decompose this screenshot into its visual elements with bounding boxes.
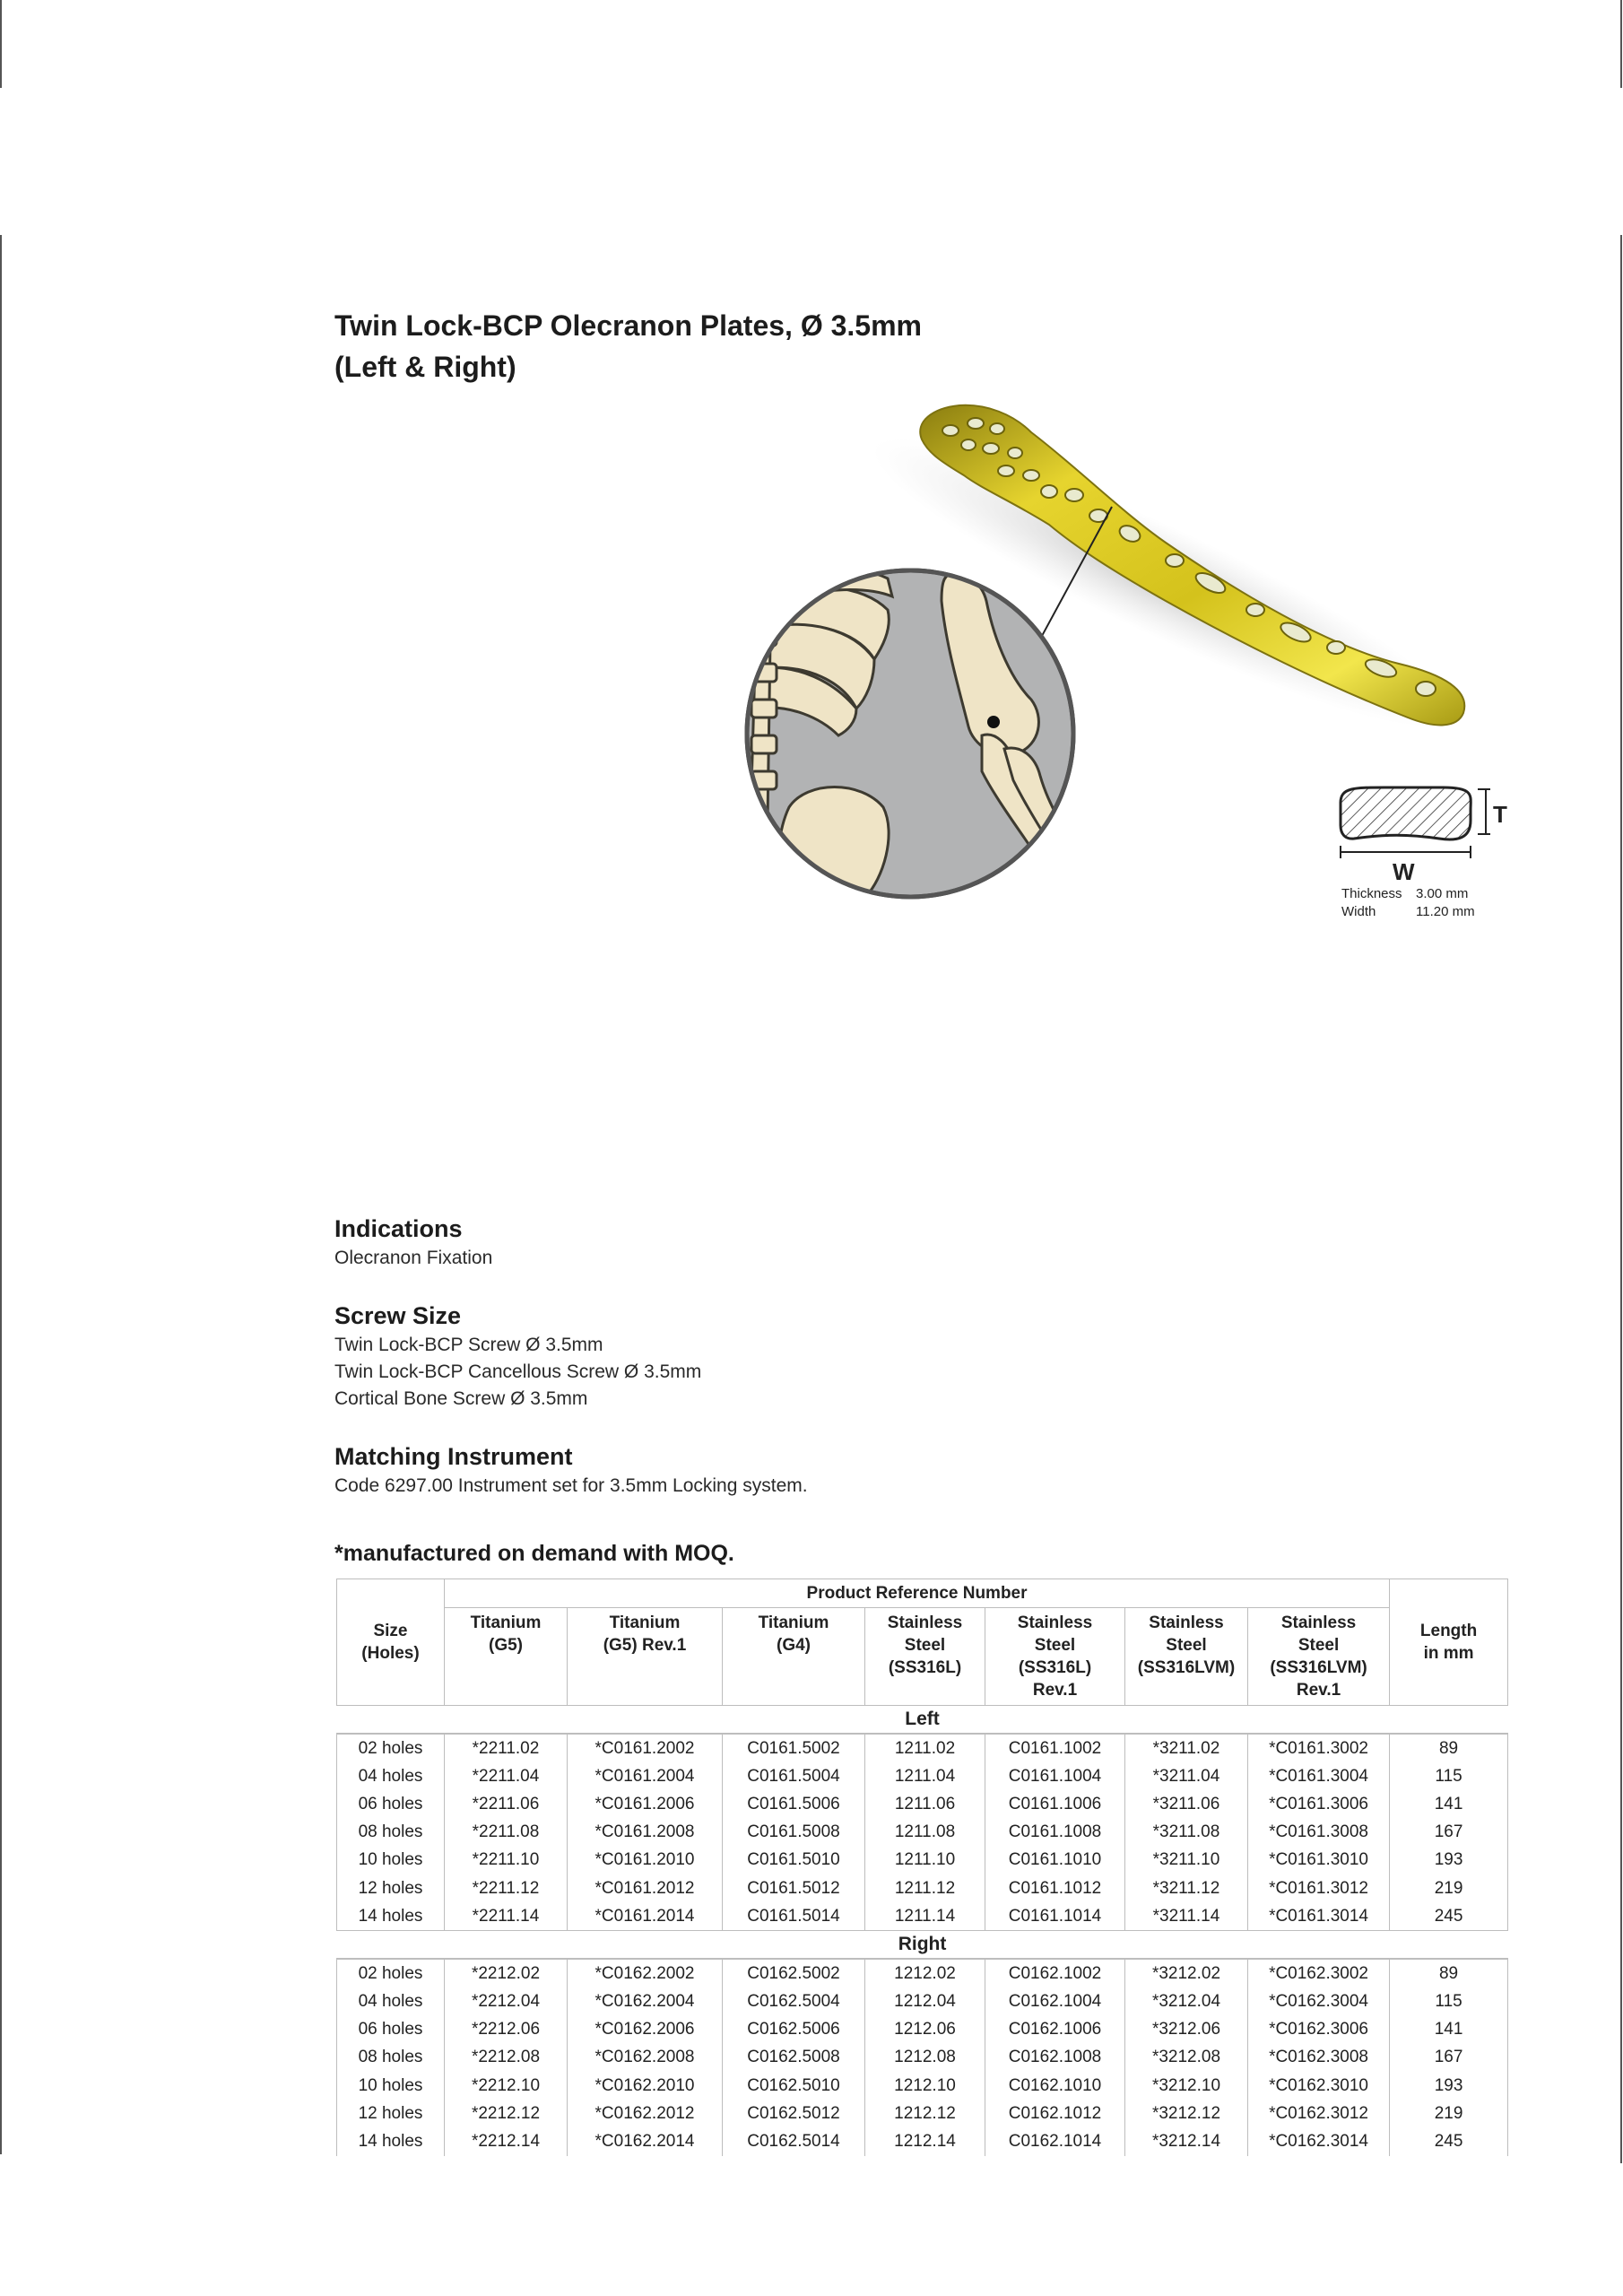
table-cell: *C0161.2002 bbox=[568, 1734, 723, 1762]
table-cell: *3211.12 bbox=[1125, 1874, 1248, 1902]
table-cell: 1211.04 bbox=[865, 1762, 985, 1790]
table-cell: *C0161.2004 bbox=[568, 1762, 723, 1790]
table-cell: C0161.5012 bbox=[723, 1874, 865, 1902]
table-row bbox=[337, 2044, 1508, 2072]
table-cell: 1212.08 bbox=[865, 2044, 985, 2072]
table-cell: C0161.5010 bbox=[723, 1847, 865, 1874]
table-cell: 1211.06 bbox=[865, 1790, 985, 1818]
table-cell: 08 holes bbox=[337, 1819, 445, 1847]
table-cell: 04 holes bbox=[337, 1988, 445, 2016]
table-cell: 141 bbox=[1390, 2016, 1508, 2044]
table-cell: *C0162.2002 bbox=[568, 1959, 723, 1987]
table-row bbox=[337, 1874, 1508, 1902]
table-cell: 1211.12 bbox=[865, 1874, 985, 1902]
table-cell: 245 bbox=[1390, 2127, 1508, 2155]
table-cell: *C0162.3004 bbox=[1248, 1988, 1390, 2016]
table-cell: *2212.14 bbox=[445, 2127, 568, 2155]
table-cell: C0162.5014 bbox=[723, 2127, 865, 2155]
screw-size-section bbox=[334, 1300, 701, 1413]
table-cell: 89 bbox=[1390, 1959, 1508, 1987]
material-column-header: Stainless Steel (SS316LVM) bbox=[1125, 1608, 1248, 1706]
table-cell: C0161.5002 bbox=[723, 1734, 865, 1762]
table-cell: 167 bbox=[1390, 1819, 1508, 1847]
table-cell: 1211.02 bbox=[865, 1734, 985, 1762]
table-cell: C0162.5004 bbox=[723, 1988, 865, 2016]
table-row bbox=[337, 2127, 1508, 2155]
table-cell: *C0162.2014 bbox=[568, 2127, 723, 2155]
table-cell: *3211.04 bbox=[1125, 1762, 1248, 1790]
table-cell: 14 holes bbox=[337, 1902, 445, 1931]
length-header: Length in mm bbox=[1390, 1579, 1508, 1706]
table-cell: C0161.5006 bbox=[723, 1790, 865, 1818]
page-title-line-2: (Left & Right) bbox=[334, 351, 516, 383]
table-cell: 06 holes bbox=[337, 1790, 445, 1818]
table-cell: *2212.10 bbox=[445, 2072, 568, 2100]
table-row bbox=[337, 1959, 1508, 1987]
table-cell: C0161.5014 bbox=[723, 1902, 865, 1931]
indications-text: Olecranon Fixation bbox=[334, 1248, 493, 1268]
table-cell: C0162.5008 bbox=[723, 2044, 865, 2072]
anatomy-inset bbox=[747, 570, 1085, 897]
product-illustration bbox=[0, 0, 1623, 951]
table-cell: 1212.04 bbox=[865, 1988, 985, 2016]
table-cell: *3212.08 bbox=[1125, 2044, 1248, 2072]
table-cell: 245 bbox=[1390, 1902, 1508, 1931]
table-group-row bbox=[337, 1931, 1508, 1960]
table-cell: *C0161.3008 bbox=[1248, 1819, 1390, 1847]
table-row bbox=[337, 2100, 1508, 2127]
table-cell: C0161.1006 bbox=[985, 1790, 1125, 1818]
table-cell: C0162.5012 bbox=[723, 2100, 865, 2127]
table-cell: 1211.08 bbox=[865, 1819, 985, 1847]
width-label: Width bbox=[1341, 904, 1376, 919]
material-column-header: Titanium (G5) Rev.1 bbox=[568, 1608, 723, 1706]
instrument-text: Code 6297.00 Instrument set for 3.5mm Locking system. bbox=[334, 1475, 808, 1496]
table-cell: *2211.06 bbox=[445, 1790, 568, 1818]
table-cell: *2211.10 bbox=[445, 1847, 568, 1874]
table-cell: 06 holes bbox=[337, 2016, 445, 2044]
table-cell: *2211.08 bbox=[445, 1819, 568, 1847]
table-cell: *C0162.2012 bbox=[568, 2100, 723, 2127]
material-column-header: Stainless Steel (SS316LVM) Rev.1 bbox=[1248, 1608, 1390, 1706]
table-row bbox=[337, 1847, 1508, 1874]
screw-size-heading: Screw Size bbox=[334, 1302, 462, 1329]
table-cell: *3212.04 bbox=[1125, 1988, 1248, 2016]
table-cell: *C0161.2008 bbox=[568, 1819, 723, 1847]
instrument-section bbox=[334, 1440, 808, 1500]
table-cell: 02 holes bbox=[337, 1734, 445, 1762]
table-cell: *2211.14 bbox=[445, 1902, 568, 1931]
table-cell: C0161.5008 bbox=[723, 1819, 865, 1847]
thickness-value: 3.00 mm bbox=[1416, 886, 1469, 901]
table-cell: 219 bbox=[1390, 2100, 1508, 2127]
material-column-header: Stainless Steel (SS316L) Rev.1 bbox=[985, 1608, 1125, 1706]
table-cell: 193 bbox=[1390, 2072, 1508, 2100]
table-cell: *C0162.3014 bbox=[1248, 2127, 1390, 2155]
table-cell: *3212.14 bbox=[1125, 2127, 1248, 2155]
table-cell: 1212.10 bbox=[865, 2072, 985, 2100]
material-column-header: Titanium (G5) bbox=[445, 1608, 568, 1706]
indications-heading: Indications bbox=[334, 1215, 463, 1242]
instrument-heading: Matching Instrument bbox=[334, 1443, 573, 1470]
table-cell: *2211.02 bbox=[445, 1734, 568, 1762]
table-cell: 115 bbox=[1390, 1988, 1508, 2016]
table-row bbox=[337, 1819, 1508, 1847]
material-column-header: Stainless Steel (SS316L) bbox=[865, 1608, 985, 1706]
thickness-label: Thickness bbox=[1341, 886, 1402, 901]
table-cell: *3211.14 bbox=[1125, 1902, 1248, 1931]
table-cell: 89 bbox=[1390, 1734, 1508, 1762]
table-cell: *C0161.2014 bbox=[568, 1902, 723, 1931]
screw-size-item: Twin Lock-BCP Cancellous Screw Ø 3.5mm bbox=[334, 1361, 702, 1382]
table-cell: *C0161.2010 bbox=[568, 1847, 723, 1874]
table-cell: C0162.1004 bbox=[985, 1988, 1125, 2016]
table-row bbox=[337, 2016, 1508, 2044]
table-cell: C0161.1012 bbox=[985, 1874, 1125, 1902]
table-cell: *2212.08 bbox=[445, 2044, 568, 2072]
table-cell: *C0161.3012 bbox=[1248, 1874, 1390, 1902]
table-cell: 10 holes bbox=[337, 1847, 445, 1874]
material-column-header: Titanium (G4) bbox=[723, 1608, 865, 1706]
table-cell: *C0162.2010 bbox=[568, 2072, 723, 2100]
table-cell: C0161.1014 bbox=[985, 1902, 1125, 1931]
table-cell: C0161.1002 bbox=[985, 1734, 1125, 1762]
table-cell: *C0161.2006 bbox=[568, 1790, 723, 1818]
table-cell: C0162.1006 bbox=[985, 2016, 1125, 2044]
table-cell: 193 bbox=[1390, 1847, 1508, 1874]
table-cell: *C0161.3006 bbox=[1248, 1790, 1390, 1818]
table-cell: 08 holes bbox=[337, 2044, 445, 2072]
table-cell: *2211.04 bbox=[445, 1762, 568, 1790]
table-cell: *2212.04 bbox=[445, 1988, 568, 2016]
moq-note: *manufactured on demand with MOQ. bbox=[334, 1541, 734, 1566]
table-cell: *3212.12 bbox=[1125, 2100, 1248, 2127]
page-title-line-1: Twin Lock-BCP Olecranon Plates, Ø 3.5mm bbox=[334, 309, 922, 342]
cross-section-diagram bbox=[1341, 787, 1507, 919]
table-cell: C0162.1008 bbox=[985, 2044, 1125, 2072]
table-cell: 1212.12 bbox=[865, 2100, 985, 2127]
table-cell: 12 holes bbox=[337, 2100, 445, 2127]
table-row bbox=[337, 1988, 1508, 2016]
table-cell: C0161.1008 bbox=[985, 1819, 1125, 1847]
table-cell: *C0162.2006 bbox=[568, 2016, 723, 2044]
width-value: 11.20 mm bbox=[1416, 904, 1475, 919]
size-header: Size (Holes) bbox=[337, 1579, 445, 1706]
table-group-row bbox=[337, 1706, 1508, 1735]
table-cell: C0162.1012 bbox=[985, 2100, 1125, 2127]
thickness-letter: T bbox=[1493, 801, 1507, 828]
table-row bbox=[337, 2072, 1508, 2100]
table-cell: *3212.10 bbox=[1125, 2072, 1248, 2100]
screw-size-item: Cortical Bone Screw Ø 3.5mm bbox=[334, 1388, 588, 1409]
table-row bbox=[337, 1790, 1508, 1818]
table-cell: C0162.1010 bbox=[985, 2072, 1125, 2100]
table-cell: *2211.12 bbox=[445, 1874, 568, 1902]
table-cell: 1211.14 bbox=[865, 1902, 985, 1931]
table-cell: 14 holes bbox=[337, 2127, 445, 2155]
table-cell: 1212.02 bbox=[865, 1959, 985, 1987]
table-cell: 10 holes bbox=[337, 2072, 445, 2100]
table-row bbox=[337, 1734, 1508, 1762]
table-cell: *C0162.3008 bbox=[1248, 2044, 1390, 2072]
table-cell: *C0161.3010 bbox=[1248, 1847, 1390, 1874]
table-cell: C0161.1004 bbox=[985, 1762, 1125, 1790]
table-row bbox=[337, 1902, 1508, 1931]
table-cell: 219 bbox=[1390, 1874, 1508, 1902]
table-cell: C0162.5006 bbox=[723, 2016, 865, 2044]
table-cell: 04 holes bbox=[337, 1762, 445, 1790]
table-cell: 1212.14 bbox=[865, 2127, 985, 2155]
table-cell: 12 holes bbox=[337, 1874, 445, 1902]
table-cell: *3211.10 bbox=[1125, 1847, 1248, 1874]
product-reference-table bbox=[336, 1578, 1508, 2156]
table-cell: 02 holes bbox=[337, 1959, 445, 1987]
table-cell: *C0161.3004 bbox=[1248, 1762, 1390, 1790]
table-cell: 141 bbox=[1390, 1790, 1508, 1818]
width-letter: W bbox=[1393, 858, 1415, 885]
table-cell: *C0162.2008 bbox=[568, 2044, 723, 2072]
table-cell: *C0162.2004 bbox=[568, 1988, 723, 2016]
table-cell: C0162.5010 bbox=[723, 2072, 865, 2100]
table-cell: 115 bbox=[1390, 1762, 1508, 1790]
group-label: Left bbox=[337, 1706, 1508, 1735]
table-cell: *C0162.3012 bbox=[1248, 2100, 1390, 2127]
table-cell: 167 bbox=[1390, 2044, 1508, 2072]
table-cell: *3211.02 bbox=[1125, 1734, 1248, 1762]
table-cell: C0162.1014 bbox=[985, 2127, 1125, 2155]
table-cell: *C0161.3002 bbox=[1248, 1734, 1390, 1762]
group-label: Right bbox=[337, 1931, 1508, 1960]
table-cell: *3211.08 bbox=[1125, 1819, 1248, 1847]
table-cell: C0162.1002 bbox=[985, 1959, 1125, 1987]
table-cell: *C0161.2012 bbox=[568, 1874, 723, 1902]
table-cell: C0162.5002 bbox=[723, 1959, 865, 1987]
table-cell: C0161.1010 bbox=[985, 1847, 1125, 1874]
screw-size-item: Twin Lock-BCP Screw Ø 3.5mm bbox=[334, 1335, 603, 1355]
table-cell: *C0161.3014 bbox=[1248, 1902, 1390, 1931]
table-cell: *3211.06 bbox=[1125, 1790, 1248, 1818]
table-row bbox=[337, 1762, 1508, 1790]
table-cell: *3212.02 bbox=[1125, 1959, 1248, 1987]
table-cell: *C0162.3002 bbox=[1248, 1959, 1390, 1987]
table-cell: 1211.10 bbox=[865, 1847, 985, 1874]
table-cell: *C0162.3010 bbox=[1248, 2072, 1390, 2100]
table-cell: *2212.02 bbox=[445, 1959, 568, 1987]
table-cell: *C0162.3006 bbox=[1248, 2016, 1390, 2044]
table-cell: *2212.06 bbox=[445, 2016, 568, 2044]
table-cell: *2212.12 bbox=[445, 2100, 568, 2127]
table-cell: 1212.06 bbox=[865, 2016, 985, 2044]
indications-section bbox=[334, 1213, 492, 1272]
table-cell: *3212.06 bbox=[1125, 2016, 1248, 2044]
product-reference-header: Product Reference Number bbox=[445, 1579, 1390, 1608]
table-cell: C0161.5004 bbox=[723, 1762, 865, 1790]
